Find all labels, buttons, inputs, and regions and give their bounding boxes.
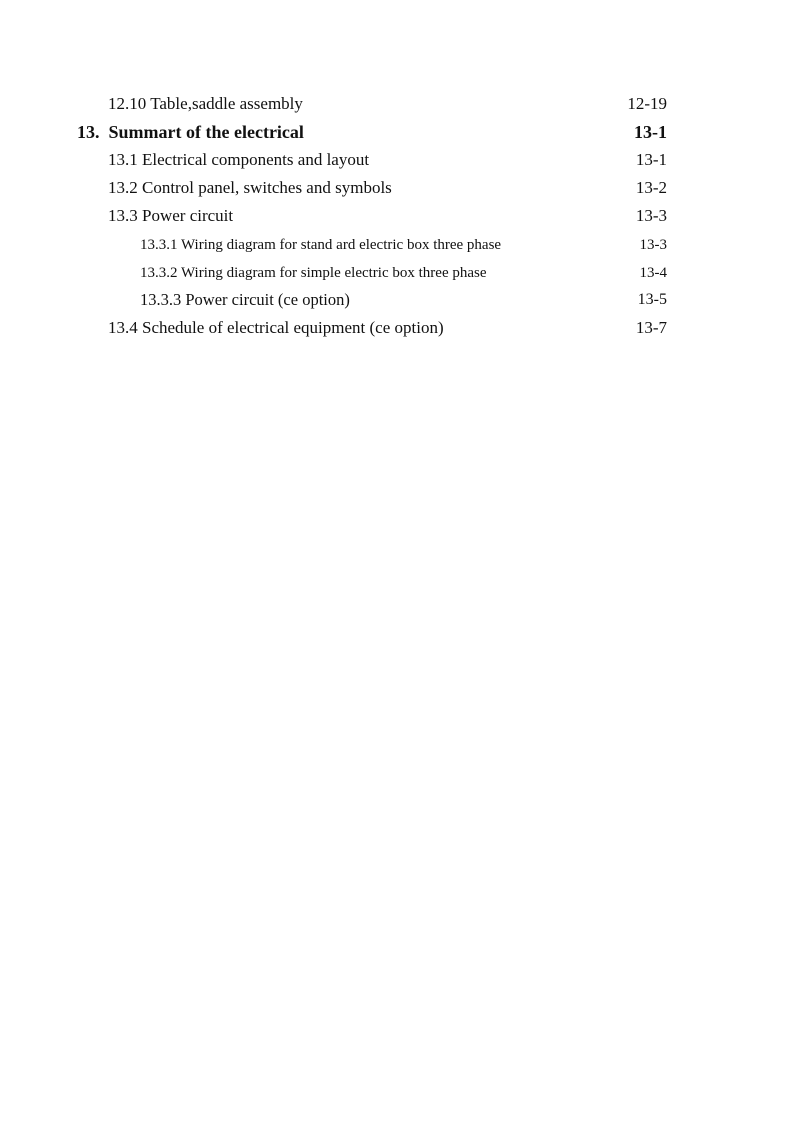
toc-entry-page: 12-19: [627, 94, 667, 113]
toc-entry-page: 13-7: [635, 318, 667, 337]
toc-entry-title: 13.3.1 Wiring diagram for stand ard electric box three phase: [140, 237, 502, 253]
toc-entry-13-3-3: [0, 288, 793, 312]
toc-entry-page: 13-3: [639, 237, 667, 253]
toc-entry-page: 13-1: [634, 122, 667, 142]
toc-entry-12-10: [0, 92, 793, 116]
toc-entry-13-4: [0, 316, 793, 340]
toc-entry-title: 13.3 Power circuit: [108, 206, 234, 225]
toc-entry-page: 13-5: [637, 291, 667, 308]
toc-entry-title: 12.10 Table,saddle assembly: [108, 94, 303, 113]
toc-entry-13-1: [0, 148, 793, 172]
toc-entry-13: [0, 120, 793, 144]
toc-entry-title: 13.3.3 Power circuit (ce option): [140, 290, 350, 309]
toc-entry-title: 13.4 Schedule of electrical equipment (ce option): [108, 318, 444, 337]
toc-entry-title: 13.3.2 Wiring diagram for simple electric box three phase: [140, 265, 487, 281]
toc-entry-13-3-2: [0, 261, 793, 285]
toc-entry-13-2: [0, 176, 793, 200]
toc-entry-page: 13-4: [639, 265, 667, 281]
toc-entry-title: 13.2 Control panel, switches and symbols: [108, 178, 392, 197]
toc-entry-page: 13-2: [635, 178, 667, 197]
toc-entry-page: 13-3: [635, 206, 667, 225]
toc-entry-title: 13. Summart of the electrical: [77, 122, 304, 142]
toc-entry-13-3: [0, 204, 793, 228]
toc-entry-title: 13.1 Electrical components and layout: [108, 150, 370, 169]
toc-entry-13-3-1: [0, 233, 793, 257]
toc-entry-page: 13-1: [635, 150, 667, 169]
